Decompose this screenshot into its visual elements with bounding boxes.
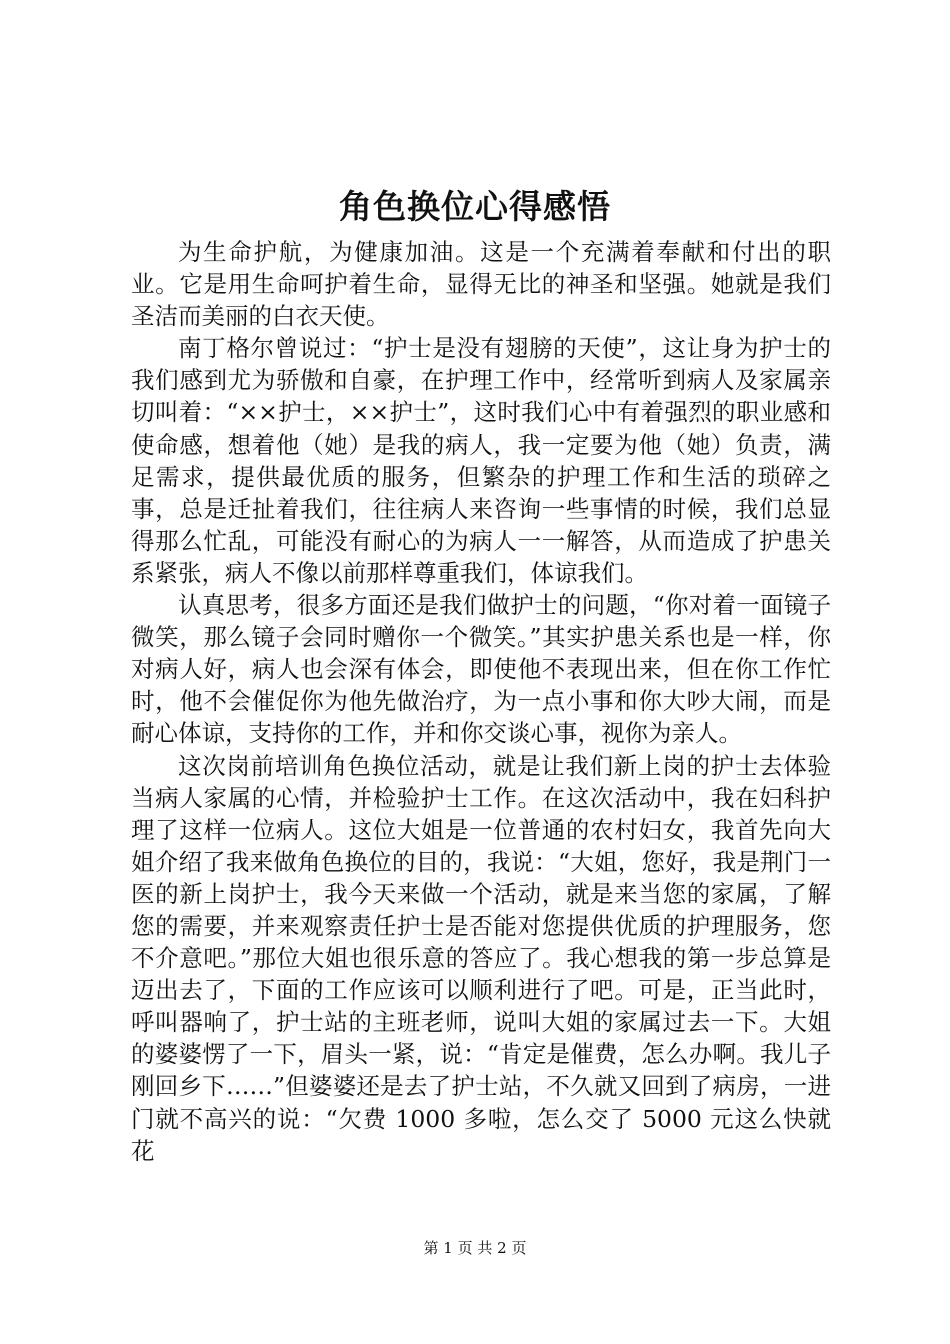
paragraph: 为生命护航，为健康加油。这是一个充满着奉献和付出的职业。它是用生命呵护着生命，显得无比的神圣和坚强。她就是我们圣洁而美丽的白衣天使。 — [131, 238, 831, 331]
document-body — [131, 236, 831, 1167]
paragraph: 这次岗前培训角色换位活动，就是让我们新上岗的护士去体验当病人家属的心情，并检验护士工作。在这次活动中，我在妇科护理了这样一位病人。这位大姐是一位普通的农村妇女，我首先向大姐介绍了我来做角色换位的目的，我说：“大姐，您好，我是荆门一医的新上岗护士，我今天来做一个活动，就是来当您的家属，了解您的需要，并来观察责任护士是否能对您提供优质的护理服务，您不介意吧。”那位大姐也很乐意的答应了。我心想我的第一步总算是迈出去了，下面的工作应该可以顺利进行了吧。可是，正当此时，呼叫器响了，护士站的主班老师，说叫大姐的家属过去一下。大姐的婆婆愣了一下，眉头一紧，说：“肯定是催费，怎么办啊。我儿子刚回乡下……”但婆婆还是去了护士站，不久就又回到了病房，一进门就不高兴的说：“欠费 1000 多啦，怎么交了 5000 元这么快就花 — [131, 751, 831, 1165]
page-number-footer: 第 1 页 共 2 页 — [423, 1239, 527, 1257]
paragraph: 认真思考，很多方面还是我们做护士的问题，“你对着一面镜子微笑，那么镜子会同时赠你一个微笑。”其实护患关系也是一样，你对病人好，病人也会深有体会，即使他不表现出来，但在你工作忙时，他不会催促你为他先做治疗，为一点小事和你大吵大闹，而是耐心体谅，支持你的工作，并和你交谈心事，视你为亲人。 — [131, 591, 831, 748]
page-title: 角色换位心得感悟 — [339, 187, 611, 226]
paragraph: 南丁格尔曾说过：“护士是没有翅膀的天使”，这让身为护士的我们感到尤为骄傲和自豪，在护理工作中，经常听到病人及家属亲切叫着：“××护士，××护士”，这时我们心中有着强烈的职业感和使命感，想着他（她）是我的病人，我一定要为他（她）负责，满足需求，提供最优质的服务，但繁杂的护理工作和生活的琐碎之事，总是迁扯着我们，往往病人来咨询一些事情的时候，我们总显得那么忙乱，可能没有耐心的为病人一一解答，从而造成了护患关系紧张，病人不像以前那样尊重我们，体谅我们。 — [131, 334, 831, 587]
